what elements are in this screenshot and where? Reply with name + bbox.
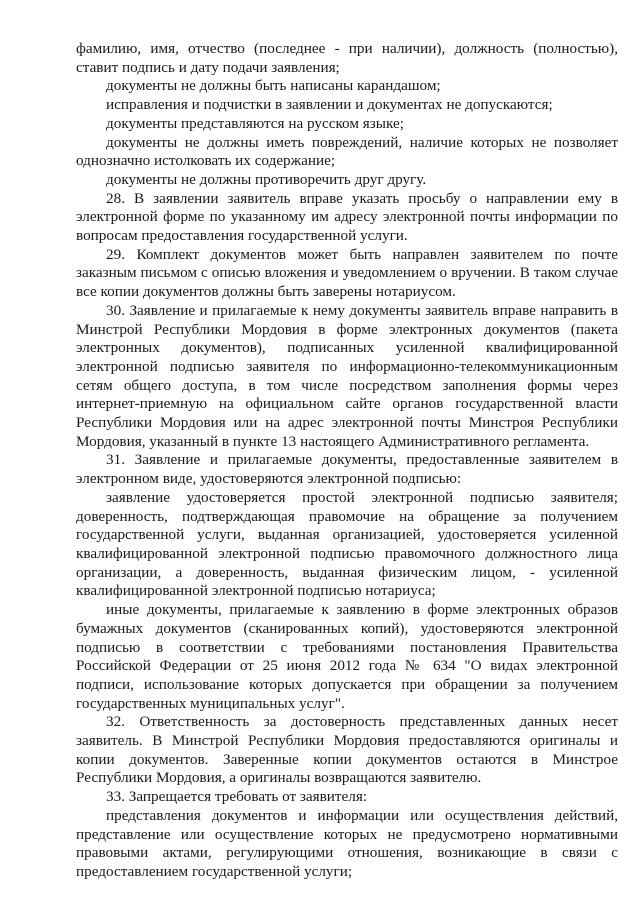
paragraph-31: 31. Заявление и прилагаемые документы, предоставленные заявителем в электронном виде, удостоверяются электронной подписью:	[76, 451, 618, 488]
paragraph-applicant-details: фамилию, имя, отчество (последнее - при наличии), должность (полностью), ставит подпись и дату подачи заявления;	[76, 40, 618, 76]
paragraph-31-other-documents: иные документы, прилагаемые к заявлению в форме электронных образов бумажных документов (сканированных копий), удостоверяются электронной подписью в соответствии с требованиями постановления Правительства Российской Федерации от 25 июня 2012 года № 634 "О видах электронной подписи, использование которых допускается при обращении за получением государственных муниципальных услуг".	[76, 601, 618, 712]
paragraph-no-corrections: исправления и подчистки в заявлении и документах не допускаются;	[106, 96, 553, 114]
paragraph-no-contradiction: документы не должны противоречить друг другу.	[106, 170, 427, 188]
paragraph-32: 32. Ответственность за достоверность представленных данных несет заявитель. В Минстрой Республики Мордовия предоставляются оригиналы и копии документов. Заверенные копии документов остаются в Минстрое Республики Мордовия, а оригиналы возвращаются заявителю.	[76, 713, 618, 787]
paragraph-28: 28. В заявлении заявитель вправе указать просьбу о направлении ему в электронной форме по указанному им адресу электронной почты информации по вопросам предоставления государственной услуги.	[76, 189, 618, 245]
paragraph-29: 29. Комплект документов может быть направлен заявителем по почте заказным письмом с описью вложения и уведомлением о вручении. В таком случае все копии документов должны быть заверены нотариусом.	[76, 245, 618, 301]
paragraph-31-application-signature: заявление удостоверяется простой электронной подписью заявителя; доверенность, подтверждающая правомочие на обращение за получением государственной услуги, выданная организацией, удостоверяется усиленной квалифицированной электронной подписью правомочного должностного лица организации, а доверенность, выданная физическим лицом, - усиленной квалифицированной электронной подписью нотариуса;	[76, 488, 618, 600]
paragraph-33-prohibition: представления документов и информации или осуществления действий, представление или осуществление которых не предусмотрено нормативными правовыми актами, регулирующими отношения, возникающие в связи с предоставлением государственной услуги;	[76, 806, 618, 880]
paragraph-30: 30. Заявление и прилагаемые к нему документы заявитель вправе направить в Минстрой Республики Мордовия в форме электронных документов (пакета электронных документов), подписанных усиленной квалифицированной электронной подписью заявителя по информационно-телекоммуникационным сетям общего доступа, в том числе посредством заполнения формы через интернет-приемную на официальном сайте органов государственной власти Республики Мордовия или на адрес электронной почты Минстроя Республики Мордовия, указанный в пункте 13 настоящего Административного регламента.	[76, 301, 618, 450]
paragraph-russian-language: документы представляются на русском языке;	[106, 114, 404, 132]
paragraph-no-damage: документы не должны иметь повреждений, наличие которых не позволяет однозначно истолковать их содержание;	[76, 133, 618, 170]
paragraph-no-pencil: документы не должны быть написаны карандашом;	[106, 77, 441, 95]
paragraph-33: 33. Запрещается требовать от заявителя:	[106, 788, 368, 806]
